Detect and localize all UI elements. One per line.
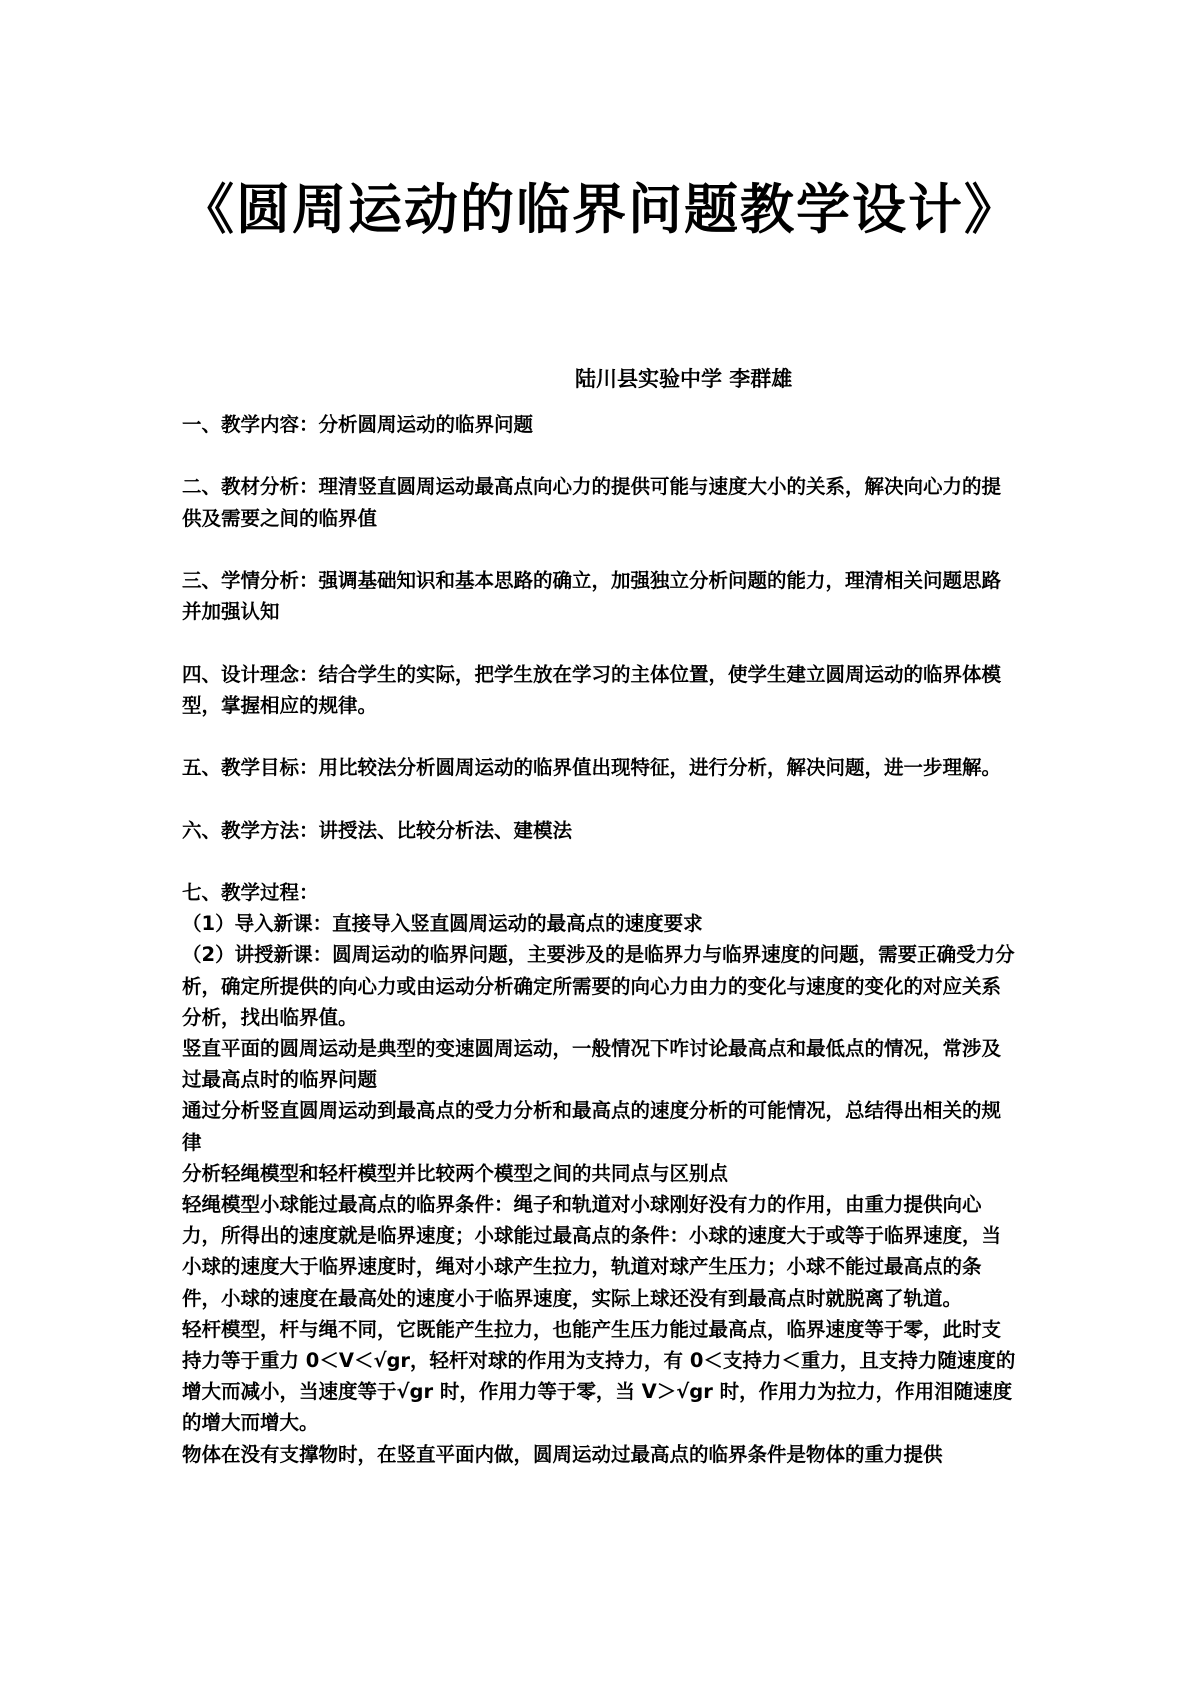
process-step-1: （1）导入新课：直接导入竖直圆周运动的最高点的速度要求 bbox=[182, 912, 703, 936]
paragraph-analysis: 通过分析竖直圆周运动到最高点的受力分析和最高点的速度分析的可能情况，总结得出相关的规律 bbox=[182, 1099, 1002, 1154]
paragraph-gap bbox=[182, 440, 1020, 471]
paragraph-vertical-motion: 竖直平面的圆周运动是典型的变速圆周运动，一般情况下咋讨论最高点和最低点的情况，常涉及过最高点时的临界问题 bbox=[182, 1036, 1002, 1092]
document-body bbox=[182, 409, 1020, 1470]
paragraph-gap bbox=[182, 627, 1020, 658]
paragraph-gap bbox=[182, 721, 1020, 752]
section-design-concept: 四、设计理念：结合学生的实际，把学生放在学习的主体位置，使学生建立圆周运动的临界体模型，掌握相应的规律。 bbox=[182, 662, 1002, 717]
paragraph-no-support: 物体在没有支撑物时，在竖直平面内做，圆周运动过最高点的临界条件是物体的重力提供 bbox=[182, 1442, 943, 1466]
section-teaching-content: 一、教学内容：分析圆周运动的临界问题 bbox=[182, 413, 534, 436]
author-line: 陆川县实验中学 李群雄 bbox=[575, 367, 793, 391]
section-process-heading: 七、教学过程： bbox=[182, 880, 319, 904]
section-material-analysis: 二、教材分析：理清竖直圆周运动最高点向心力的提供可能与速度大小的关系，解决向心力的提供及需要之间的临界值 bbox=[182, 475, 1002, 530]
paragraph-rod-model: 轻杆模型，杆与绳不同，它既能产生拉力，也能产生压力能过最高点，临界速度等于零，此时支持力等于重力 0＜V＜√gr，轻杆对球的作用为支持力，有 0＜支持力＜重力，且支持力随速度的增大而减小，当速度等于√gr 时，作用力等于零，当 V＞√gr 时，作用力为拉力，作用泪随速度的增大而增大。 bbox=[182, 1317, 1016, 1435]
paragraph-gap bbox=[182, 783, 1020, 814]
paragraph-compare-models: 分析轻绳模型和轻杆模型并比较两个模型之间的共同点与区别点 bbox=[182, 1161, 729, 1185]
paragraph-rope-model: 轻绳模型小球能过最高点的临界条件：绳子和轨道对小球刚好没有力的作用，由重力提供向心力，所得出的速度就是临界速度；小球能过最高点的条件：小球的速度大于或等于临界速度，当小球的速度大于临界速度时，绳对小球产生拉力，轨道对球产生压力；小球不能过最高点的条件，小球的速度在最高处的速度小于临界速度，实际上球还没有到最高点时就脱离了轨道。 bbox=[182, 1192, 1002, 1310]
paragraph-gap bbox=[182, 534, 1020, 565]
section-teaching-goal: 五、教学目标：用比较法分析圆周运动的临界值出现特征，进行分析，解决问题，进一步理解。 bbox=[182, 756, 1002, 780]
process-step-2: （2）讲授新课：圆周运动的临界问题，主要涉及的是临界力与临界速度的问题，需要正确受力分析，确定所提供的向心力或由运动分析确定所需要的向心力由力的变化与速度的变化的对应关系分析，找出临界值。 bbox=[182, 943, 1015, 1029]
document-title: 《圆周运动的临界问题教学设计》 bbox=[180, 178, 1020, 241]
section-learning-analysis: 三、学情分析：强调基础知识和基本思路的确立，加强独立分析问题的能力，理清相关问题思路并加强认知 bbox=[182, 568, 1002, 624]
section-teaching-method: 六、教学方法：讲授法、比较分析法、建模法 bbox=[182, 818, 573, 842]
paragraph-gap bbox=[182, 846, 1020, 877]
